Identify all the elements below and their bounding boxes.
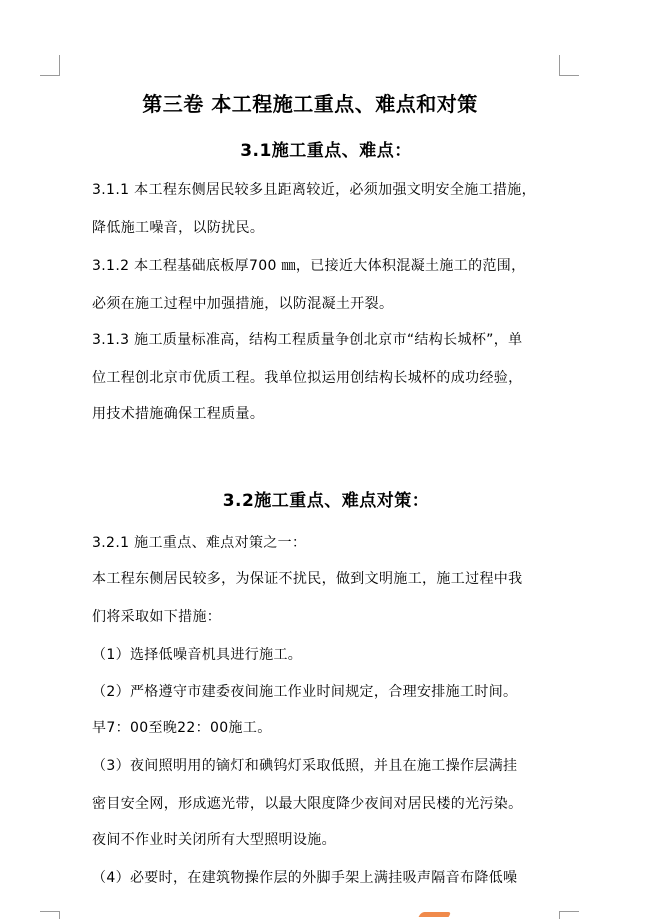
page-edge-accent [419,912,452,917]
crop-mark-top-left-v [59,55,60,76]
paragraph-line: （1）选择低噪音机具进行施工。 [92,647,303,663]
document-title [0,88,652,117]
paragraph-line: 本工程东侧居民较多，为保证不扰民，做到文明施工，施工过程中我 [92,571,523,587]
crop-mark-bottom-right-v [559,911,560,919]
crop-mark-top-right-h [559,75,579,76]
crop-mark-top-right-v [559,55,560,76]
paragraph-line: （4）必要时，在建筑物操作层的外脚手架上满挂吸声隔音布降低噪 [92,870,518,886]
crop-mark-bottom-left-h [40,911,60,912]
paragraph-line: 降低施工噪音，以防扰民。 [92,220,265,236]
paragraph-line: 夜间不作业时关闭所有大型照明设施。 [92,832,336,848]
paragraph-line: 必须在施工过程中加强措施，以防混凝土开裂。 [92,296,394,312]
crop-mark-bottom-left-v [59,911,60,919]
paragraph-line: 早7：00至晚22：00施工。 [92,720,272,736]
paragraph-line: 们将采取如下措施： [92,609,222,625]
paragraph-line: （3）夜间照明用的镝灯和碘钨灯采取低照，并且在施工操作层满挂 [92,758,518,774]
paragraph-line: 密目安全网，形成遮光带，以最大限度降少夜间对居民楼的光污染。 [92,796,523,812]
paragraph-line: （2）严格遵守市建委夜间施工作业时间规定，合理安排施工时间。 [92,684,518,700]
crop-mark-top-left-h [40,75,60,76]
paragraph-line: 位工程创北京市优质工程。我单位拟运用创结构长城杯的成功经验， [92,370,523,386]
document-title-text: 第三卷 本工程施工重点、难点和对策 [142,92,478,116]
crop-mark-bottom-right-h [559,911,579,912]
paragraph-line: 3.1.1 本工程东侧居民较多且距离较近，必须加强文明安全施工措施， [92,182,536,198]
paragraph-line: 3.2.1 施工重点、难点对策之一： [92,535,307,551]
paragraph-line: 3.1.2 本工程基础底板厚700 ㎜，已接近大体积混凝土施工的范围， [92,258,526,274]
section-1-heading: 3.1施工重点、难点： [240,141,412,161]
paragraph-line: 用技术措施确保工程质量。 [92,406,265,422]
section-2-heading: 3.2施工重点、难点对策： [222,491,430,511]
paragraph-line: 3.1.3 施工质量标准高，结构工程质量争创北京市“结构长城杯”，单 [92,332,523,348]
